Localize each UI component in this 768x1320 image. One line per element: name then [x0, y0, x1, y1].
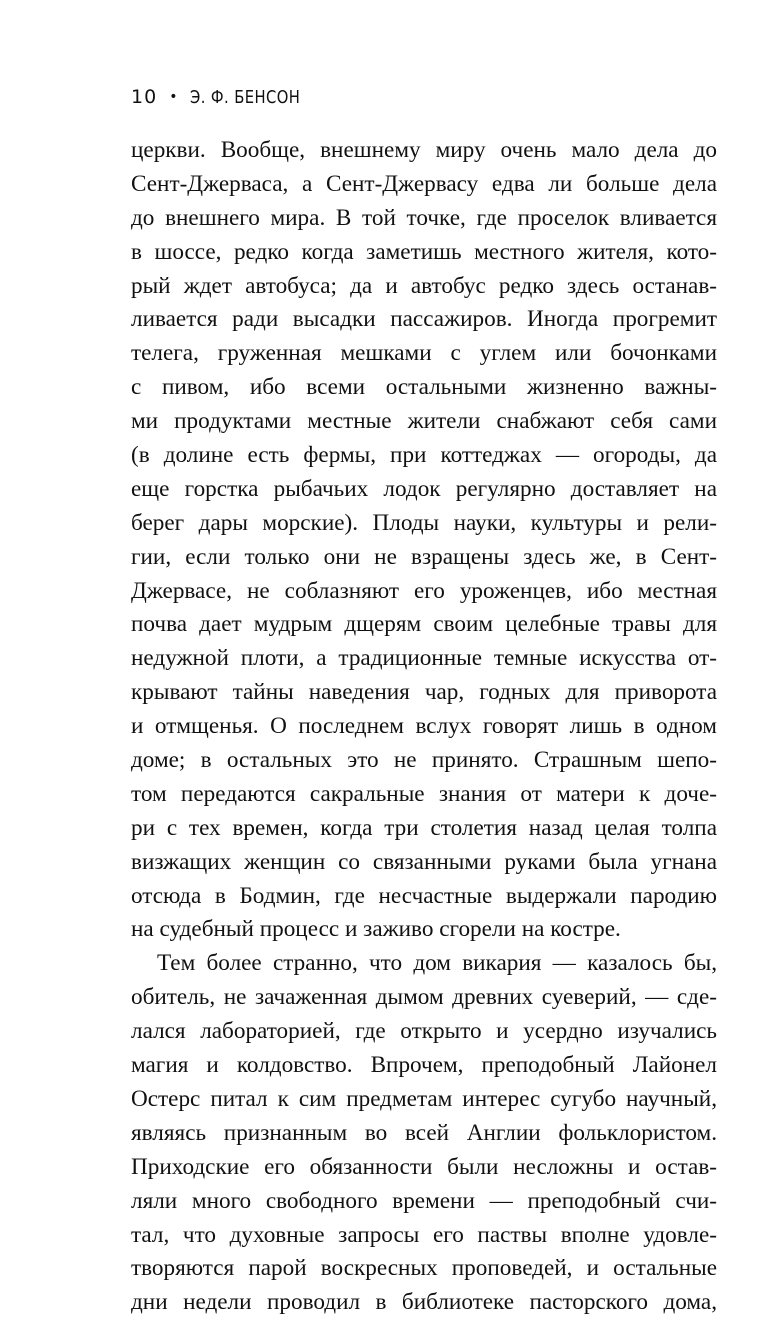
text-line: ри с тех времен, когда три столетия назад целая толпа — [131, 814, 717, 841]
body-text — [131, 134, 717, 1320]
text-line: с пивом, ибо всеми остальными жизненно важны- — [131, 374, 717, 401]
text-line: доме; в остальных это не принято. Страшным шепо- — [131, 747, 717, 774]
text-line: визжащих женщин со связанными руками была угнана — [131, 848, 717, 875]
text-line: ляли много свободного времени — преподобный счи- — [131, 1187, 717, 1214]
running-header — [131, 86, 325, 108]
text-line: гии, если только они не взращены здесь же, в Сент- — [131, 543, 717, 570]
text-line: Остерс питал к сим предметам интерес сугубо научный, — [131, 1085, 717, 1112]
text-line: крывают тайны наведения чар, годных для приворота — [131, 679, 717, 706]
text-line: телега, груженная мешками с углем или бочонками — [131, 340, 717, 367]
text-line: дни недели проводил в библиотеке пасторского дома, — [131, 1289, 717, 1316]
text-line: том передаются сакральные знания от матери к доче- — [131, 780, 717, 807]
text-line: рый ждет автобуса; да и автобус редко здесь останав- — [131, 272, 717, 299]
text-line: недужной плоти, а традиционные темные искусства от- — [131, 645, 717, 672]
text-line: почва дает мудрым дщерям своим целебные травы для — [131, 611, 717, 638]
text-line: являясь признанным во всей Англии фольклористом. — [131, 1119, 717, 1146]
text-line: магия и колдовство. Впрочем, преподобный Лайонел — [131, 1052, 717, 1079]
author-name: Э. Ф. БЕНСОН — [190, 86, 301, 108]
text-line: ливается ради высадки пассажиров. Иногда прогремит — [131, 306, 717, 333]
text-line: (в долине есть фермы, при коттеджах — огороды, да — [131, 442, 717, 469]
page-number: 10 — [131, 86, 158, 108]
text-line: в шоссе, редко когда заметишь местного жителя, кото- — [131, 238, 717, 265]
text-line: Приходские его обязанности были несложны и остав- — [131, 1153, 717, 1180]
text-line: отсюда в Бодмин, где несчастные выдержали пародию — [131, 882, 717, 909]
text-line: ми продуктами местные жители снабжают себя сами — [131, 408, 717, 435]
text-line: тал, что духовные запросы его паствы вполне удовле- — [131, 1221, 717, 1248]
header-separator: • — [169, 89, 179, 105]
text-line: обитель, не зачаженная дымом древних суеверий, — сде- — [131, 984, 717, 1011]
text-line: Джервасе, не соблазняют его уроженцев, ибо местная — [131, 577, 717, 604]
text-line: берег дары морские). Плоды науки, культуры и рели- — [131, 509, 717, 536]
text-line: и отмщенья. О последнем вслух говорят лишь в одном — [131, 713, 717, 740]
text-line: до внешнего мира. В той точке, где проселок вливается — [131, 204, 717, 231]
text-line: Тем более странно, что дом викария — казалось бы, — [157, 950, 717, 977]
text-line: Сент-Джерваса, а Сент-Джервасу едва ли больше дела — [131, 170, 717, 197]
text-line: творяются парой воскресных проповедей, и остальные — [131, 1255, 717, 1282]
text-line: еще горстка рыбачьих лодок регулярно доставляет на — [131, 475, 717, 502]
text-line: на судебный процесс и заживо сгорели на костре. — [131, 916, 621, 943]
text-line: лался лабораторией, где открыто и усердно изучались — [131, 1018, 717, 1045]
text-line: церкви. Вообще, внешнему миру очень мало дела до — [131, 137, 717, 163]
